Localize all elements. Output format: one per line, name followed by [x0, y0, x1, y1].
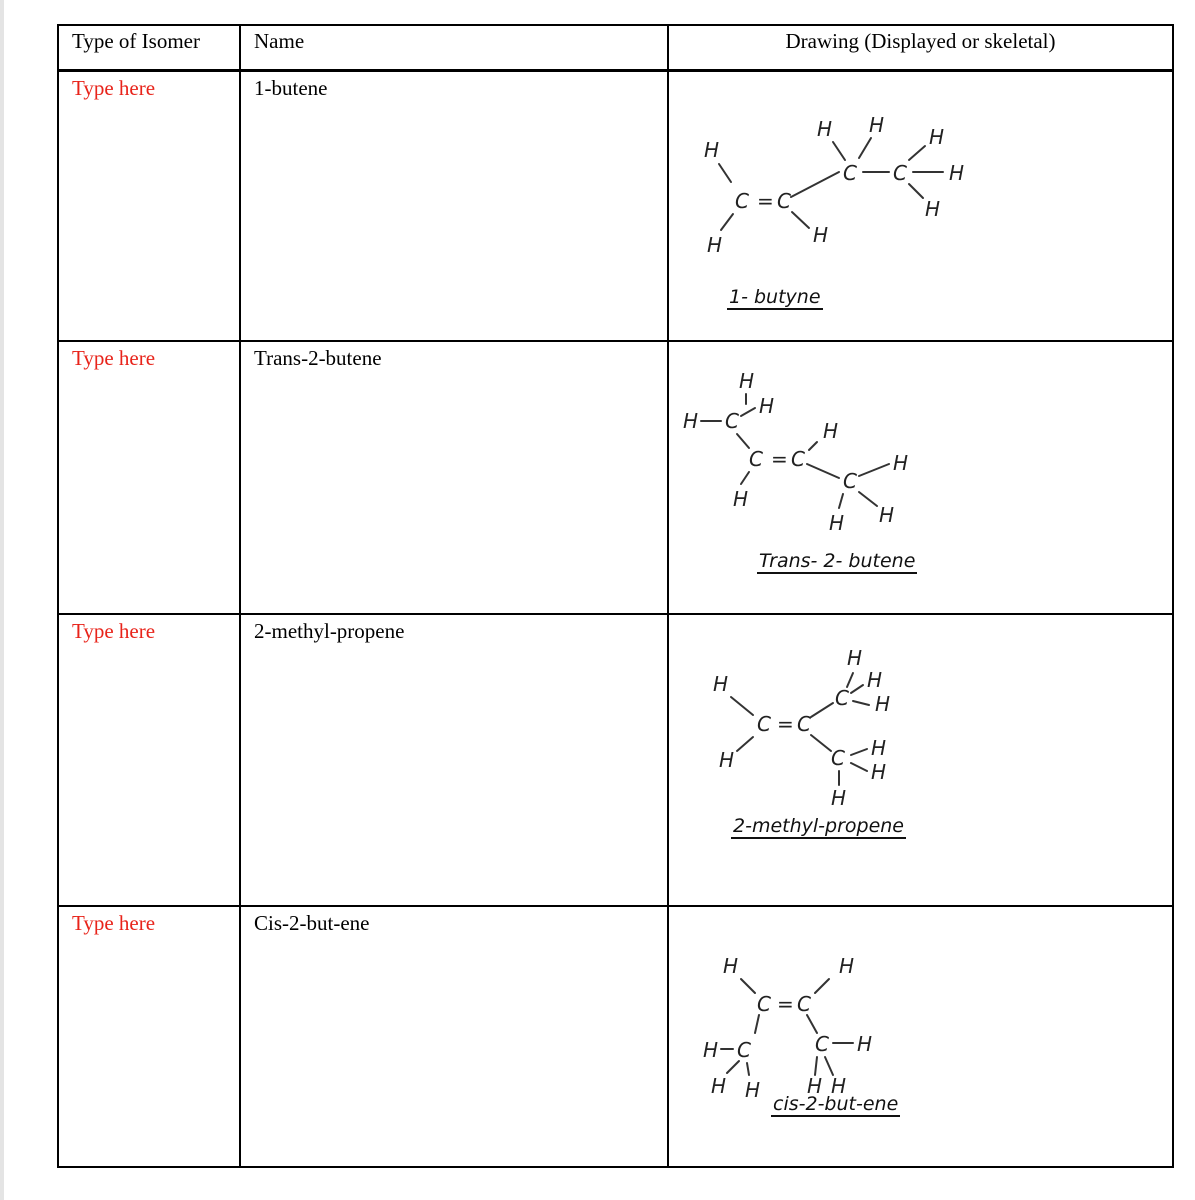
atom-label: H [871, 760, 887, 784]
atom-label: C [815, 1032, 829, 1056]
structure-drawing [669, 72, 1172, 340]
type-cell[interactable] [58, 906, 240, 1167]
structure-drawing [669, 615, 1172, 905]
atom-label: C [797, 712, 811, 736]
atom-label: H [867, 668, 883, 692]
drawing-cell [668, 614, 1173, 906]
molecule-structure [713, 645, 993, 810]
header-cell-name [240, 25, 668, 71]
atom-label: C [749, 447, 763, 471]
type-placeholder-text[interactable]: Type here [72, 619, 156, 643]
name-cell[interactable] [240, 341, 668, 614]
table-row [58, 614, 1173, 906]
atom-label: = [777, 712, 794, 736]
type-placeholder-text[interactable]: Type here [72, 911, 156, 935]
name-cell[interactable] [240, 71, 668, 342]
atom-label: C [835, 686, 849, 710]
atom-label: C [843, 161, 857, 185]
atom-label: H [683, 409, 699, 433]
header-name-label: Name [254, 29, 305, 53]
structure-drawing [669, 907, 1172, 1166]
atom-label: H [807, 1074, 823, 1098]
atom-label: H [713, 672, 729, 696]
header-drawing-label: Drawing (Displayed or skeletal) [785, 29, 1056, 53]
atom-label: H [949, 161, 965, 185]
molecule-structure [699, 112, 999, 262]
header-cell-drawing [668, 25, 1173, 71]
atom-label: H [813, 223, 829, 247]
type-cell[interactable] [58, 341, 240, 614]
table-row [58, 341, 1173, 614]
atom-label: H [739, 369, 755, 393]
atom-label: C [757, 712, 771, 736]
structure-drawing [669, 342, 1172, 613]
structure-caption: 1- butyne [729, 286, 821, 308]
atom-label: H [879, 503, 895, 527]
molecule-structure [683, 368, 983, 535]
isomer-name: 1-butene [254, 76, 328, 100]
atom-label: H [871, 736, 887, 760]
isomer-name: Trans-2-butene [254, 346, 382, 370]
isomer-name: 2-methyl-propene [254, 619, 405, 643]
atom-label: = [771, 447, 788, 471]
atom-label: C [777, 189, 791, 213]
atom-label: C [725, 409, 739, 433]
atom-label: H [831, 786, 847, 810]
atom-label: H [719, 748, 735, 772]
atom-label: H [703, 1038, 719, 1062]
name-cell[interactable] [240, 614, 668, 906]
isomer-table [57, 24, 1174, 1168]
atom-label: H [704, 138, 720, 162]
atom-label: H [893, 451, 909, 475]
atom-label: H [839, 954, 855, 978]
atom-label: H [875, 692, 891, 716]
table-row [58, 71, 1173, 342]
atom-label: C [893, 161, 907, 185]
atom-label: H [733, 487, 749, 511]
type-placeholder-text[interactable]: Type here [72, 76, 156, 100]
atom-label: C [791, 447, 805, 471]
atom-label: H [745, 1078, 761, 1102]
atom-label: C [757, 992, 771, 1016]
structure-caption: cis-2-but-ene [773, 1093, 899, 1115]
atom-label: = [777, 992, 794, 1016]
atom-label: H [869, 113, 885, 137]
molecule-structure [703, 943, 963, 1103]
drawing-cell [668, 341, 1173, 614]
drawing-cell [668, 906, 1173, 1167]
atom-label: H [711, 1074, 727, 1098]
drawing-cell [668, 71, 1173, 342]
atom-label: = [757, 189, 774, 213]
type-cell[interactable] [58, 614, 240, 906]
isomer-name: Cis-2-but-ene [254, 911, 370, 935]
atom-label: C [797, 992, 811, 1016]
table-header-row [58, 25, 1173, 71]
atom-label: C [737, 1038, 751, 1062]
atom-label: H [707, 233, 723, 257]
atom-label: H [925, 197, 941, 221]
header-cell-type [58, 25, 240, 71]
structure-caption: Trans- 2- butene [759, 550, 916, 572]
atom-label: H [847, 646, 863, 670]
atom-label: C [831, 746, 845, 770]
type-placeholder-text[interactable]: Type here [72, 346, 156, 370]
atom-label: H [823, 419, 839, 443]
page-left-edge [0, 0, 4, 1200]
name-cell[interactable] [240, 906, 668, 1167]
type-cell[interactable] [58, 71, 240, 342]
atom-label: H [857, 1032, 873, 1056]
atom-label: C [735, 189, 749, 213]
atom-label: H [829, 511, 845, 535]
atom-label: H [817, 117, 833, 141]
table-row [58, 906, 1173, 1167]
atom-label: H [831, 1074, 847, 1098]
atom-label: H [929, 125, 945, 149]
structure-caption: 2-methyl-propene [733, 815, 904, 837]
atom-label: H [723, 954, 739, 978]
atom-label: C [843, 469, 857, 493]
header-type-label: Type of Isomer [72, 29, 200, 53]
atom-label: H [759, 394, 775, 418]
